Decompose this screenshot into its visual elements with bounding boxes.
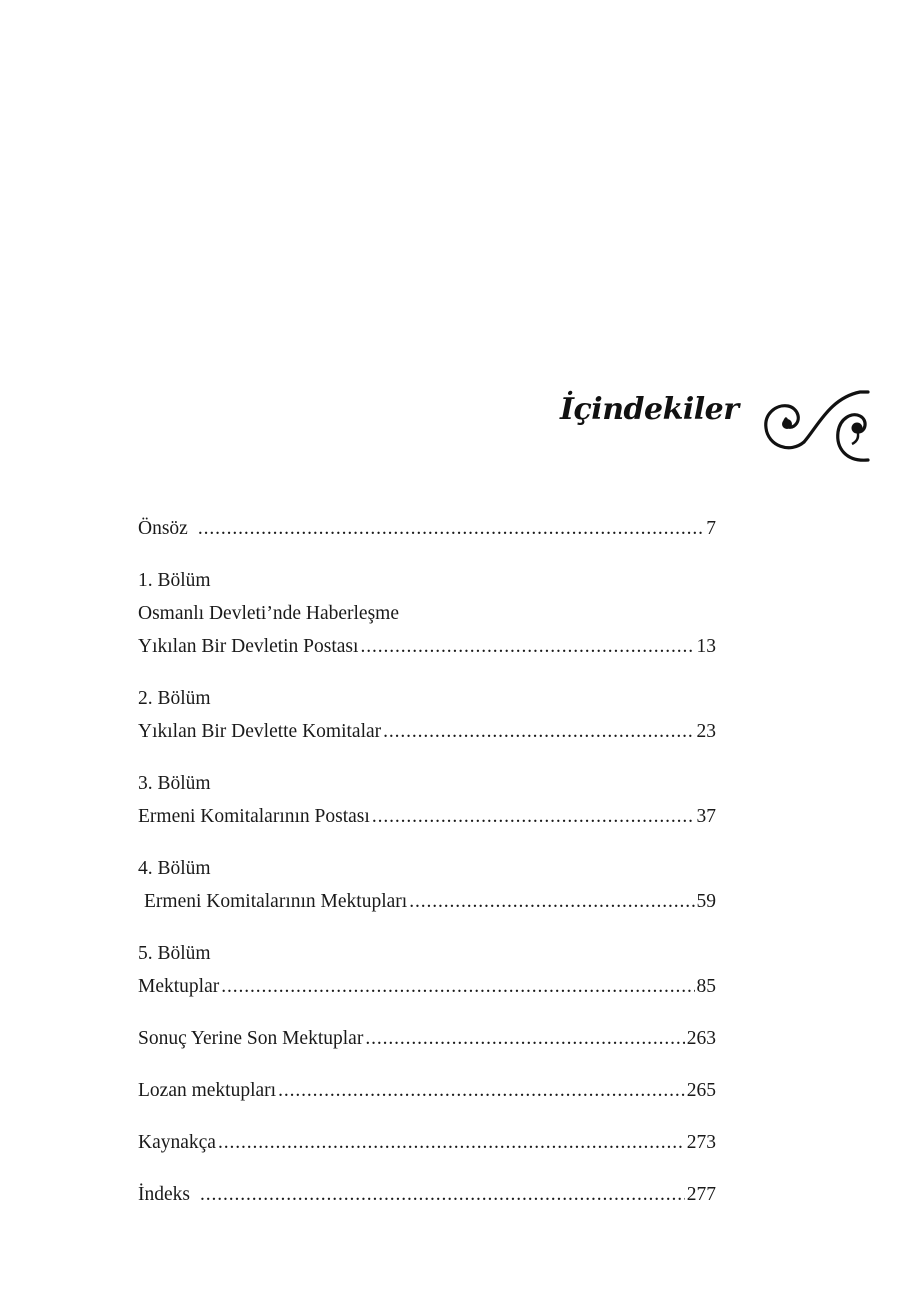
chapter-number: 4. Bölüm — [138, 858, 211, 879]
dot-leader — [360, 630, 694, 663]
toc-entry-chapter-5[interactable] — [138, 937, 716, 1003]
dot-leader — [372, 800, 695, 833]
dot-leader — [365, 1022, 684, 1055]
toc-entry-chapter-2[interactable] — [138, 682, 716, 748]
toc-entry-page: 273 — [686, 1132, 716, 1153]
toc-entry-label: Sonuç Yerine Son Mektuplar — [138, 1028, 364, 1049]
chapter-number: 5. Bölüm — [138, 943, 211, 964]
toc-line — [138, 800, 716, 833]
toc-entry-page: 265 — [686, 1080, 716, 1101]
scroll-flourish-icon — [760, 384, 870, 466]
dot-leader — [278, 1074, 685, 1107]
toc-line — [138, 1178, 716, 1211]
toc-entry-page: 277 — [686, 1184, 716, 1205]
dot-leader — [221, 970, 694, 1003]
toc-entry-chapter-4[interactable] — [138, 852, 716, 918]
toc-line — [138, 715, 716, 748]
toc-entry-bibliography[interactable] — [138, 1126, 716, 1159]
toc-entry-page: 85 — [696, 976, 716, 997]
toc-line — [138, 1074, 716, 1107]
toc-line — [138, 512, 716, 545]
toc-line — [138, 1126, 716, 1159]
toc-entry-label: Önsöz — [138, 518, 188, 539]
toc-entry-chapter-1[interactable] — [138, 564, 716, 663]
toc-entry-chapter-3[interactable] — [138, 767, 716, 833]
dot-leader — [200, 1178, 685, 1211]
toc-entry-page: 263 — [686, 1028, 716, 1049]
chapter-number: 3. Bölüm — [138, 773, 211, 794]
toc-entry-page: 13 — [696, 636, 716, 657]
dot-leader — [409, 885, 694, 918]
toc-entry-label: Mektuplar — [138, 976, 220, 997]
toc-title: İçindekiler — [560, 392, 739, 427]
chapter-number: 1. Bölüm — [138, 570, 211, 591]
toc-entry-index[interactable] — [138, 1178, 716, 1211]
toc-line — [138, 1022, 716, 1055]
toc-entry-label: Kaynakça — [138, 1132, 216, 1153]
chapter-number: 2. Bölüm — [138, 688, 211, 709]
toc-entry-page: 59 — [696, 891, 716, 912]
dot-leader — [383, 715, 694, 748]
toc-list — [138, 512, 716, 1230]
toc-entry-page: 7 — [706, 518, 716, 539]
chapter-subtitle: Osmanlı Devleti’nde Haberleşme — [138, 603, 399, 624]
toc-entry-label: Ermeni Komitalarının Postası — [138, 806, 370, 827]
toc-entry-onsoz[interactable] — [138, 512, 716, 545]
toc-entry-conclusion[interactable] — [138, 1022, 716, 1055]
toc-line — [138, 970, 716, 1003]
toc-entry-label: İndeks — [138, 1184, 190, 1205]
toc-line — [138, 885, 716, 918]
toc-entry-page: 23 — [696, 721, 716, 742]
dot-leader — [218, 1126, 685, 1159]
toc-entry-label: Yıkılan Bir Devlette Komitalar — [138, 721, 382, 742]
toc-entry-label: Ermeni Komitalarının Mektupları — [144, 891, 408, 912]
toc-entry-lozan[interactable] — [138, 1074, 716, 1107]
toc-entry-label: Lozan mektupları — [138, 1080, 277, 1101]
toc-entry-label: Yıkılan Bir Devletin Postası — [138, 636, 359, 657]
toc-line — [138, 630, 716, 663]
toc-entry-page: 37 — [696, 806, 716, 827]
dot-leader — [198, 512, 704, 545]
